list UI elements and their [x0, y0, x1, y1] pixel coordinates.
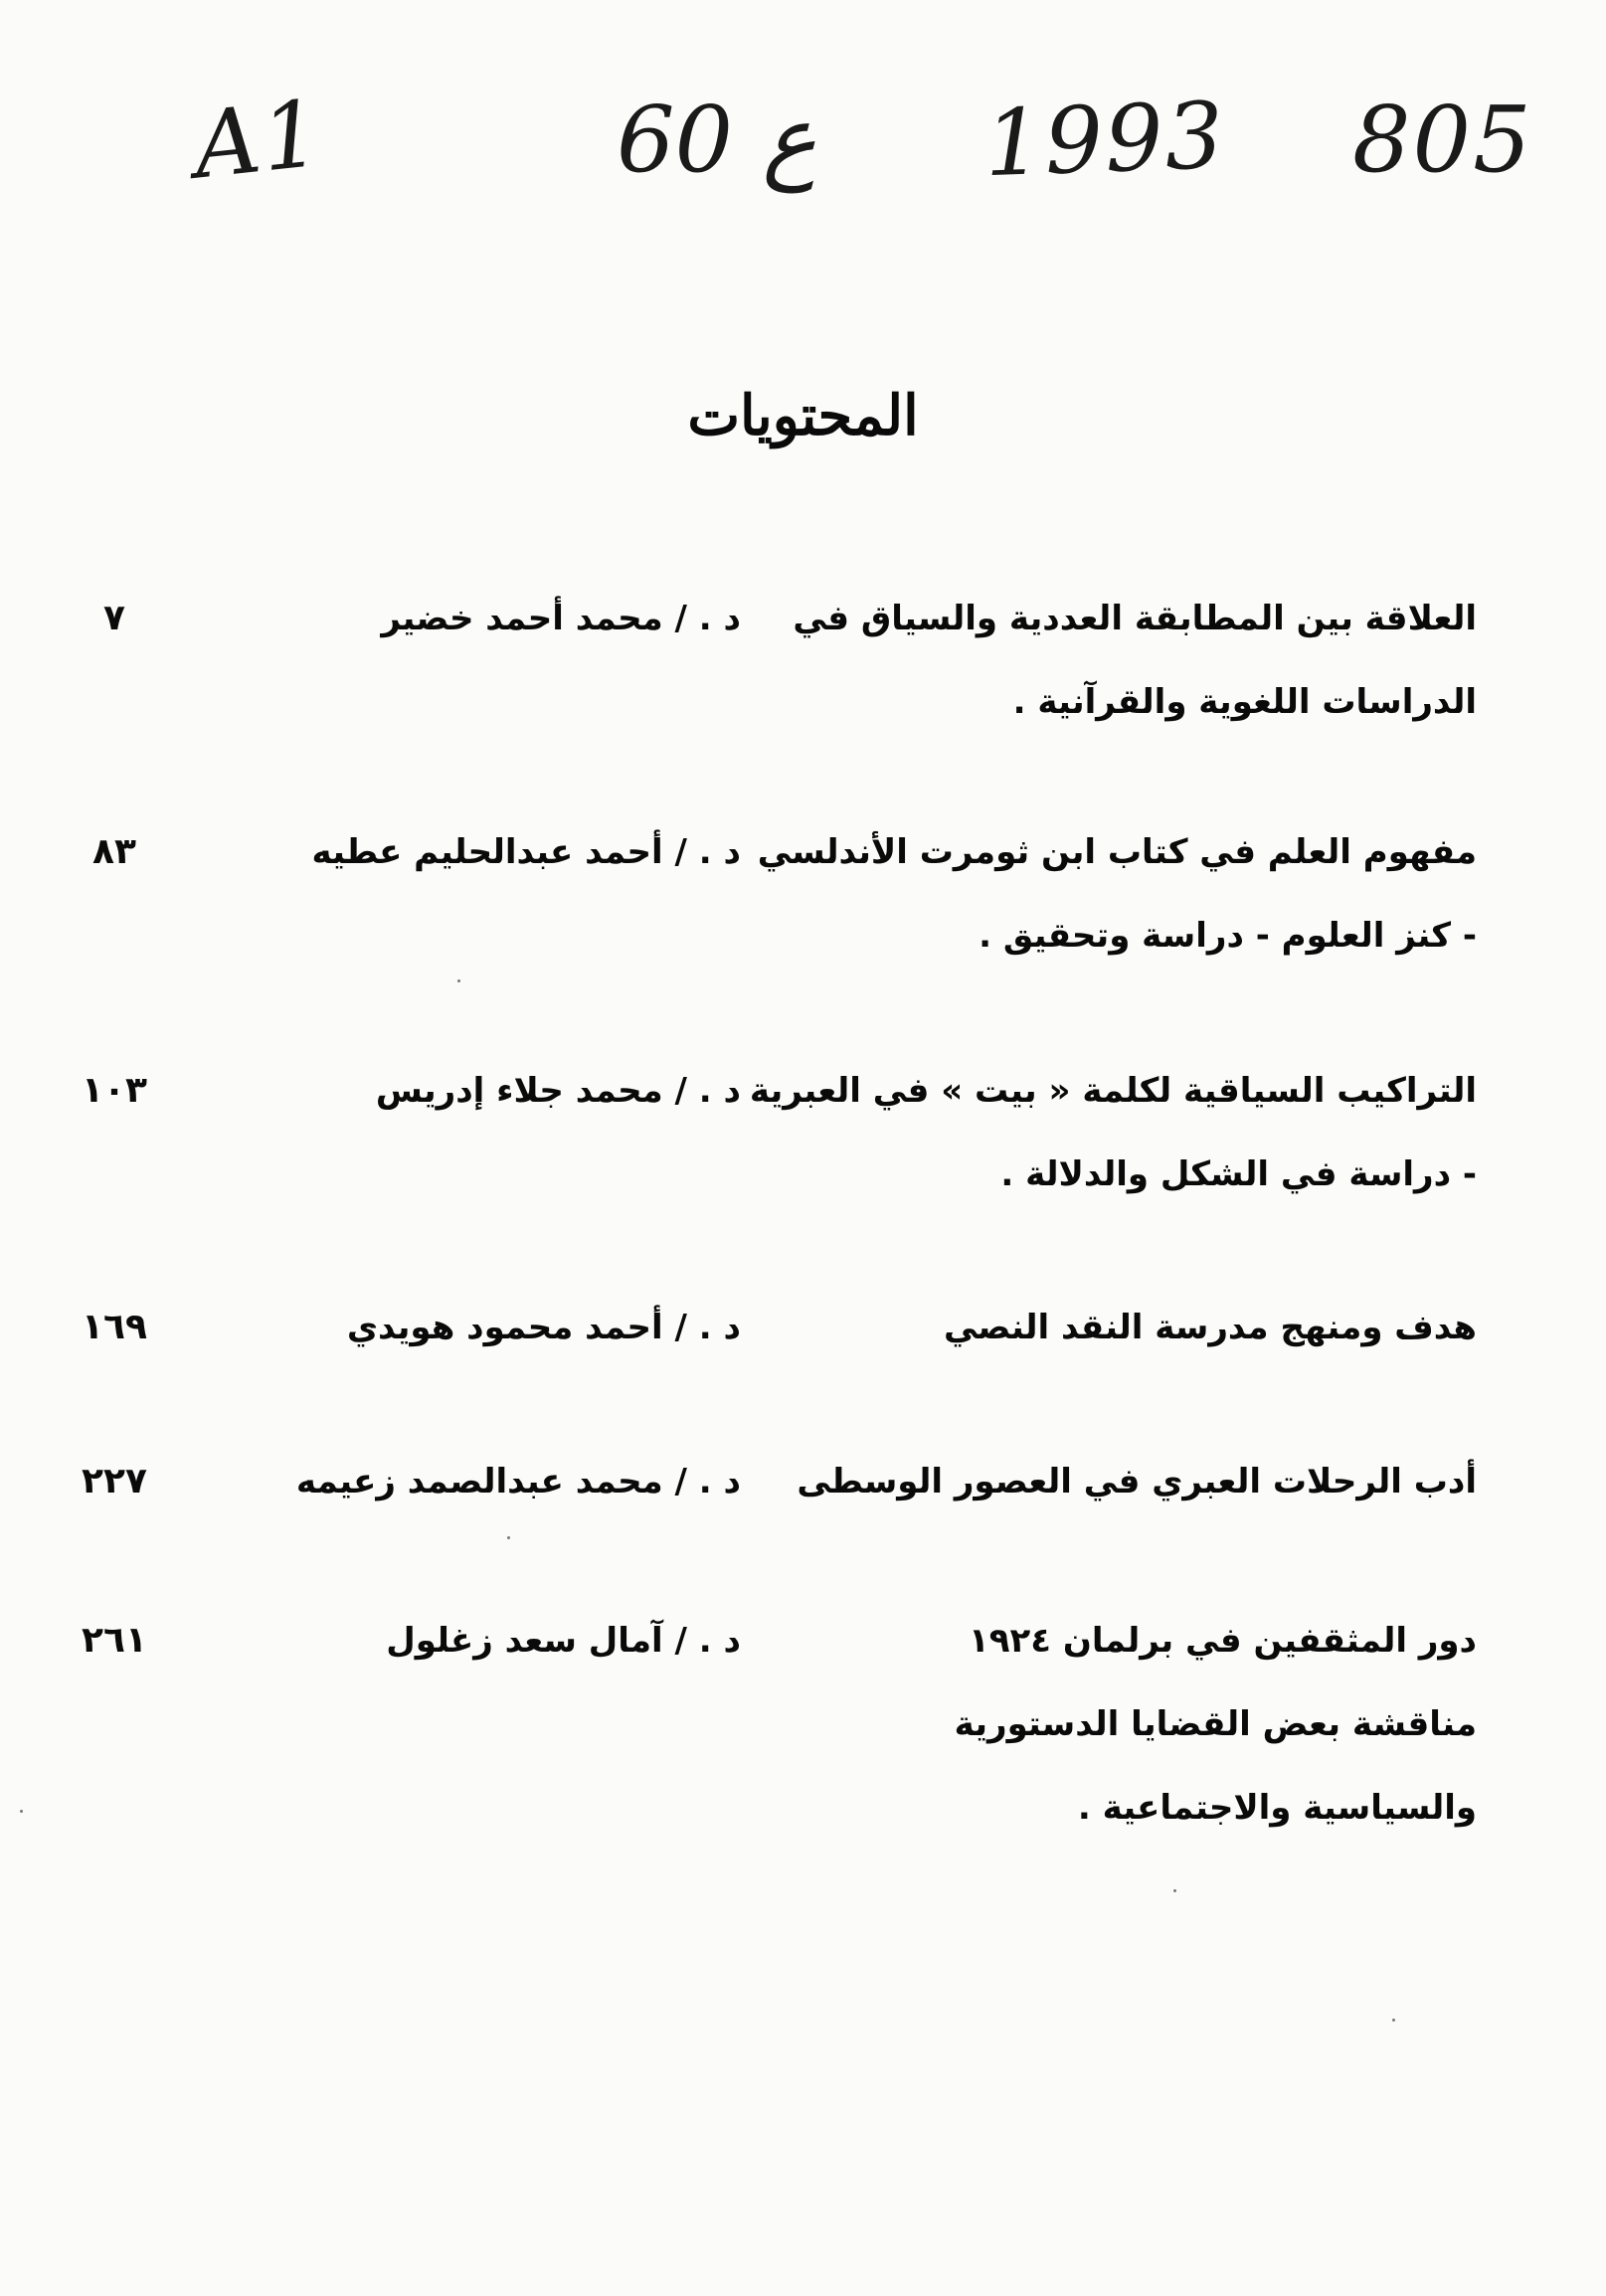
entry-title-line: الدراسات اللغوية والقرآنية .	[1012, 682, 1477, 722]
scan-speck	[20, 1810, 23, 1813]
entry-author: د . / محمد جلاء إدريس	[375, 1071, 741, 1111]
entry-title-line: مفهوم العلم في كتاب ابن ثومرت الأندلسي	[757, 832, 1477, 872]
entry-author: د . / أحمد محمود هويدي	[346, 1308, 741, 1347]
entry-title	[749, 1049, 1477, 1216]
entry-author: د . / محمد عبدالصمد زعيمه	[295, 1462, 741, 1501]
entry-title-line: دور المثقفين في برلمان ١٩٢٤	[969, 1621, 1477, 1661]
entry-title-line: والسياسية والاجتماعية .	[1077, 1788, 1477, 1828]
entry-title-line: التراكيب السياقية لكلمة « بيت » في العبرية	[749, 1071, 1477, 1111]
handwritten-note-2: 60 ع	[617, 87, 817, 193]
entry-title	[757, 810, 1477, 977]
entry-page-number: ١٦٩	[82, 1307, 147, 1347]
entry-title	[761, 1599, 1477, 1850]
entry-author: د . / أحمد عبدالحليم عطيه	[311, 832, 741, 872]
entry-page-number: ١٠٣	[82, 1070, 147, 1111]
handwritten-note-4: 805	[1352, 87, 1533, 193]
entry-title	[761, 1440, 1477, 1523]
entry-title-line: هدف ومنهج مدرسة النقد النصي	[944, 1308, 1477, 1347]
handwritten-note-3: 1993	[982, 82, 1227, 198]
entry-title	[761, 1286, 1477, 1369]
entry-author: د . / آمال سعد زغلول	[386, 1621, 741, 1661]
scan-speck	[1392, 2019, 1395, 2022]
entry-page-number: ٢٢٧	[82, 1461, 147, 1501]
entry-page-number: ٧	[103, 598, 125, 638]
entry-title-line: أدب الرحلات العبري في العصور الوسطى	[797, 1462, 1477, 1501]
entry-title-line: - كنز العلوم - دراسة وتحقيق .	[979, 916, 1477, 956]
entry-page-number: ٨٣	[92, 831, 136, 872]
page-title: المحتويات	[687, 383, 919, 448]
entry-title-line: العلاقة بين المطابقة العددية والسياق في	[793, 599, 1477, 638]
entry-author: د . / محمد أحمد خضير	[381, 599, 741, 638]
handwritten-note-1: A1	[188, 80, 328, 200]
entry-title-line: - دراسة في الشكل والدلالة .	[1000, 1154, 1477, 1194]
entry-page-number: ٢٦١	[82, 1620, 147, 1661]
scan-speck	[1173, 1889, 1176, 1892]
scan-speck	[457, 979, 460, 982]
entry-title-line: مناقشة بعض القضايا الدستورية	[954, 1704, 1477, 1744]
entry-title	[761, 577, 1477, 744]
scan-speck	[507, 1536, 510, 1539]
